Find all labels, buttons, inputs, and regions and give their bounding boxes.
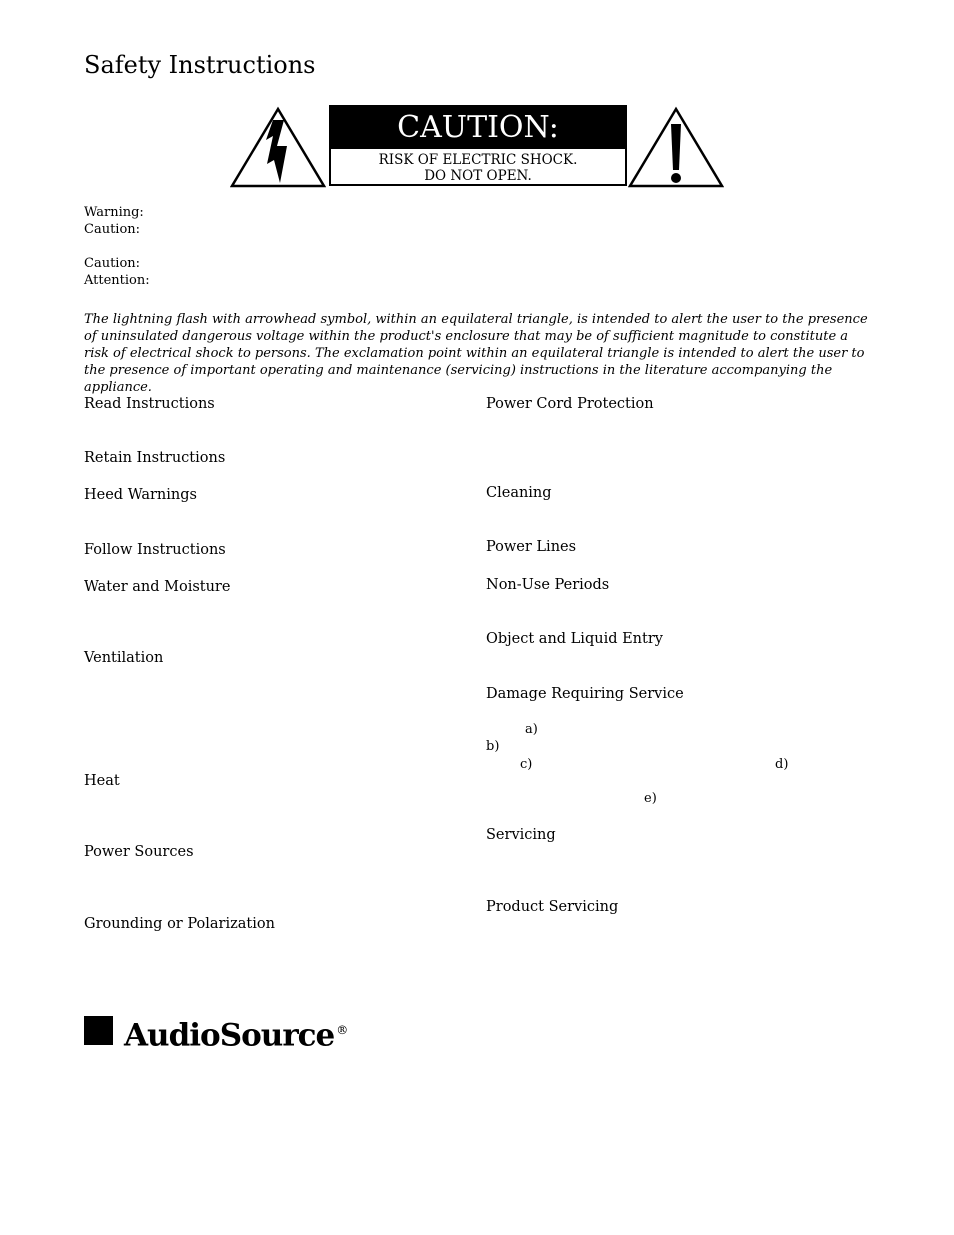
heading-water-and-moisture: Water and Moisture [84,579,231,595]
list-marker-b: b) [486,739,500,754]
heading-follow-instructions: Follow Instructions [84,542,226,558]
caution-label-2: Caution: [84,256,141,271]
logo-text: AudioSource [124,1017,335,1054]
list-marker-a: a) [525,722,538,737]
warning-label: Warning: [84,205,144,220]
heading-non-use-periods: Non-Use Periods [486,577,610,593]
heading-grounding-or-polarization: Grounding or Polarization [84,916,275,932]
heading-object-and-liquid-entry: Object and Liquid Entry [486,631,663,647]
caution-label-1: Caution: [84,222,141,237]
heading-heed-warnings: Heed Warnings [84,487,197,503]
caution-heading: CAUTION: [331,107,625,149]
page-title: Safety Instructions [84,51,316,79]
exclamation-warning-icon [628,106,724,188]
list-marker-e: e) [644,791,657,806]
heading-power-lines: Power Lines [486,539,577,555]
symbol-explanation: The lightning flash with arrowhead symbol, within an equilateral triangle, is intended to alert the user to the presence of uninsulated dangerous voltage within the product's enclosure that may be of sufficient magnitude to constitute a risk of electrical shock to persons. The exclamation point within an equilateral triangle is intended to alert the user to the presence of important operating and maintenance (servicing) instructions in the literature accompanying the appliance. [84,312,868,395]
heading-heat: Heat [84,773,120,789]
heading-power-cord-protection: Power Cord Protection [486,396,654,412]
lightning-warning-icon [230,106,326,188]
list-marker-c: c) [520,757,533,772]
heading-power-sources: Power Sources [84,844,194,860]
caution-text [331,152,625,184]
caution-label [329,105,627,186]
heading-cleaning: Cleaning [486,485,552,501]
heading-product-servicing: Product Servicing [486,899,619,915]
attention-label: Attention: [84,273,150,288]
heading-servicing: Servicing [486,827,556,843]
heading-read-instructions: Read Instructions [84,396,215,412]
caution-line-1: RISK OF ELECTRIC SHOCK. [378,152,578,168]
audiosource-logo [124,1010,348,1055]
logo-square-icon [84,1016,113,1045]
heading-ventilation: Ventilation [84,650,164,666]
caution-line-2: DO NOT OPEN. [424,168,532,184]
registered-mark: ® [336,1023,349,1037]
heading-retain-instructions: Retain Instructions [84,450,226,466]
heading-damage-requiring-service: Damage Requiring Service [486,686,684,702]
list-marker-d: d) [775,757,789,772]
